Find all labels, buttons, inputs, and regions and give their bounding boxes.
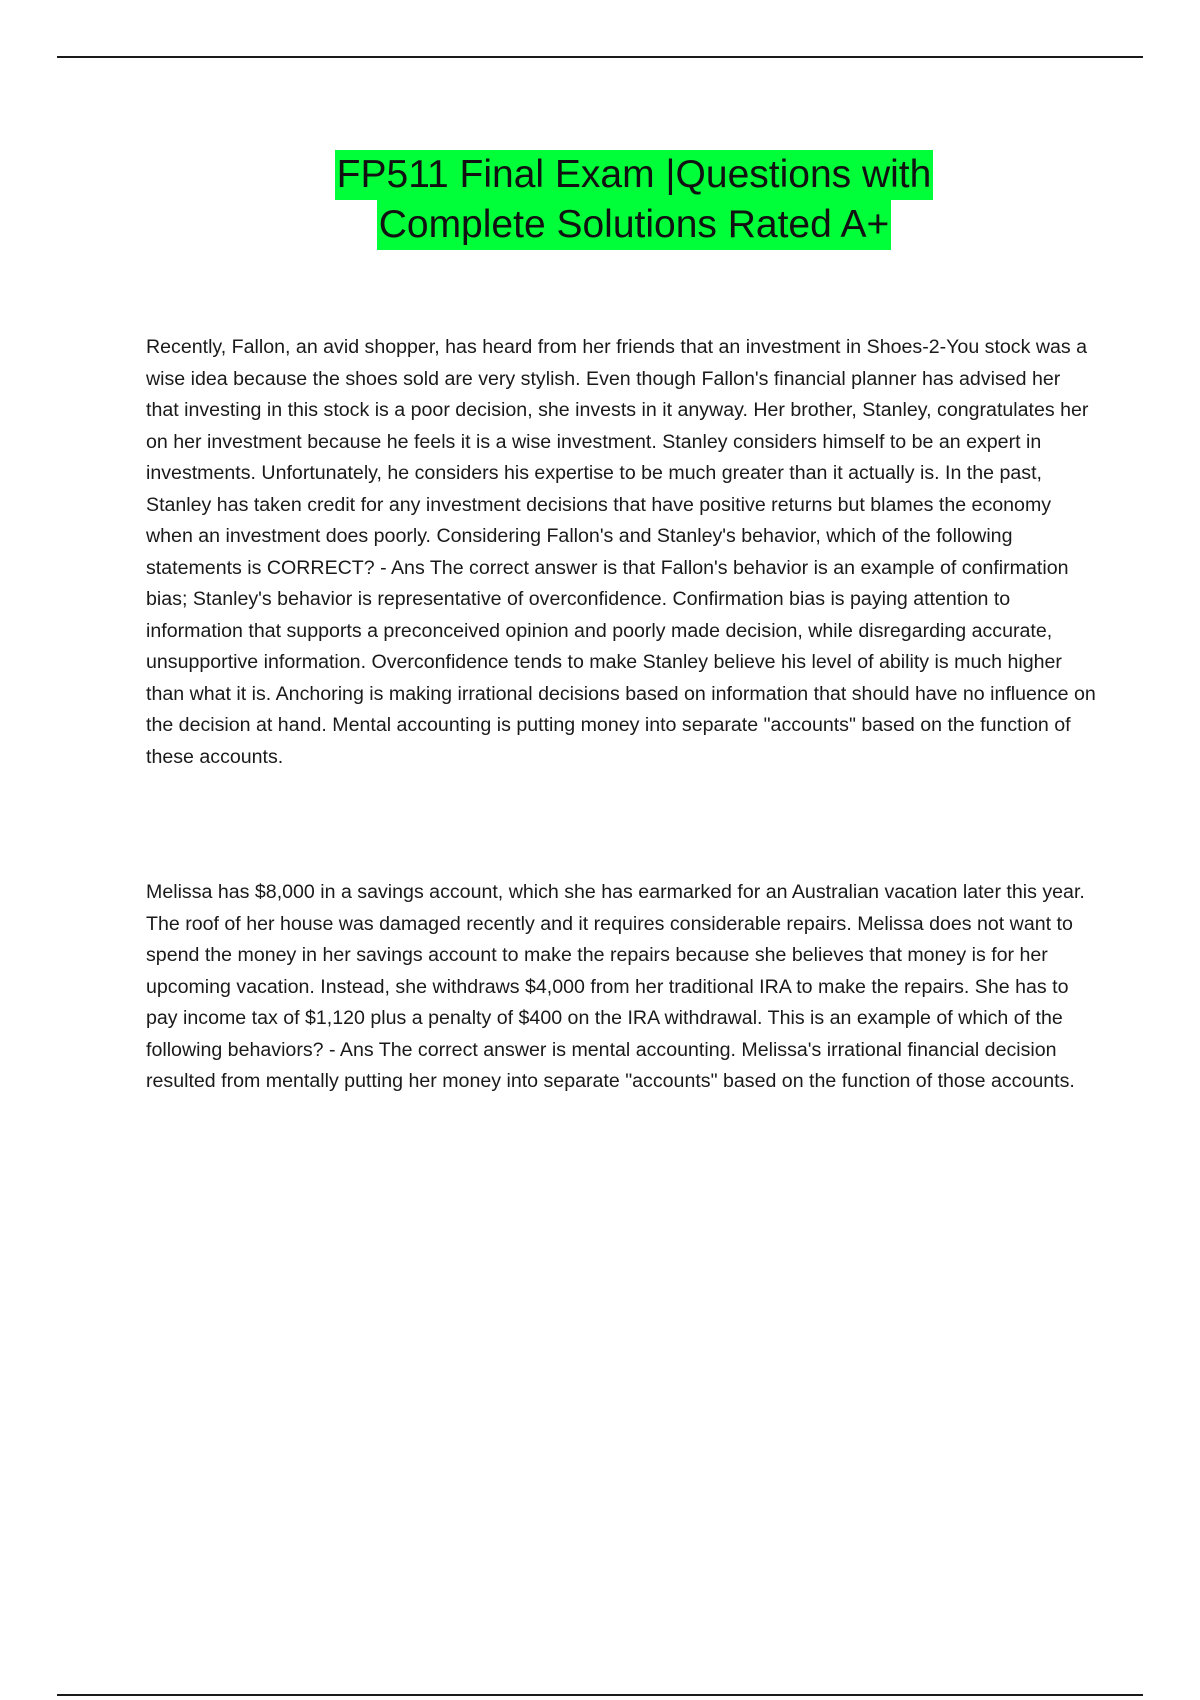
title-line-2: Complete Solutions Rated A+ — [377, 200, 892, 250]
top-rule — [57, 56, 1143, 58]
question-answer-1: Recently, Fallon, an avid shopper, has heard from her friends that an investment in Shoes-2-You stock was a wise idea because the shoes sold are very stylish. Even though Fallon's financial planner has advised her that investing in this stock is a poor decision, she invests in it anyway. Her brother, Stanley, congratulates her on her investment because he feels it is a wise investment. Stanley considers himself to be an expert in investments. Unfortunately, he considers his expertise to be much greater than it actually is. In the past, Stanley has taken credit for any investment decisions that have positive returns but blames the economy when an investment does poorly. Considering Fallon's and Stanley's behavior, which of the following statements is CORRECT? - Ans The correct answer is that Fallon's behavior is an example of confirmation bias; Stanley's behavior is representative of overconfidence. Confirmation bias is paying attention to information that supports a preconceived opinion and poorly made decision, while disregarding accurate, unsupportive information. Overconfidence tends to make Stanley believe his level of ability is much higher than what it is. Anchoring is making irrational decisions based on information that should have no influence on the decision at hand. Mental accounting is putting money into separate "accounts" based on the function of these accounts. — [146, 336, 1096, 768]
document-title — [0, 150, 1200, 250]
title-line-1: FP511 Final Exam |Questions with — [335, 150, 934, 200]
bottom-rule — [57, 1694, 1143, 1696]
question-answer-2: Melissa has $8,000 in a savings account, which she has earmarked for an Australian vacation later this year. The roof of her house was damaged recently and it requires considerable repairs. Melissa does not want to spend the money in her savings account to make the repairs because she believes that money is for her upcoming vacation. Instead, she withdraws $4,000 from her traditional IRA to make the repairs. She has to pay income tax of $1,120 plus a penalty of $400 on the IRA withdrawal. This is an example of which of the following behaviors? - Ans The correct answer is mental accounting. Melissa's irrational financial decision resulted from mentally putting her money into separate "accounts" based on the function of those accounts. — [146, 881, 1085, 1092]
